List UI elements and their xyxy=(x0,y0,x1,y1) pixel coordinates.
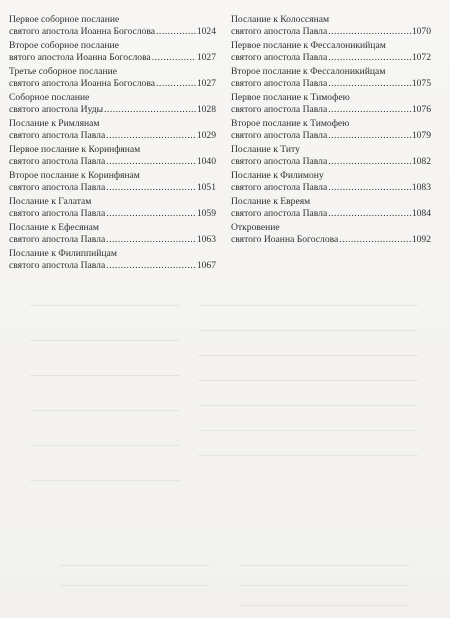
show-through-line xyxy=(240,605,410,606)
page-number: 1028 xyxy=(196,103,216,115)
toc-entry[interactable] xyxy=(231,92,431,118)
show-through-line xyxy=(198,380,418,381)
toc-entry[interactable] xyxy=(231,222,431,248)
leader-dots xyxy=(106,156,196,168)
entry-subtitle: святого апостола Павла xyxy=(9,259,106,271)
toc-entry[interactable] xyxy=(9,248,216,274)
page-number: 1092 xyxy=(411,233,431,245)
toc-entry[interactable] xyxy=(231,40,431,66)
page-number: 1063 xyxy=(196,233,216,245)
toc-entry[interactable] xyxy=(9,14,216,40)
leader-dots xyxy=(156,78,196,90)
page-number: 1075 xyxy=(411,77,431,89)
entry-subtitle: святого апостола Павла xyxy=(231,207,328,219)
leader-dots xyxy=(339,234,411,246)
leader-dots xyxy=(328,182,411,194)
show-through-line xyxy=(198,305,418,306)
toc-entry[interactable] xyxy=(231,14,431,40)
page-number: 1040 xyxy=(196,155,216,167)
show-through-line xyxy=(30,445,180,446)
show-through-line xyxy=(198,405,418,406)
leader-dots xyxy=(328,52,411,64)
entry-subtitle: святого апостола Павла xyxy=(9,181,106,193)
toc-entry[interactable] xyxy=(231,196,431,222)
leader-dots xyxy=(328,208,411,220)
entry-subtitle: святого апостола Павла xyxy=(231,129,328,141)
toc-left-column xyxy=(9,14,216,274)
show-through-line xyxy=(30,305,180,306)
leader-dots xyxy=(106,208,196,220)
show-through-line xyxy=(30,410,180,411)
entry-title: Откровение xyxy=(231,222,280,233)
page-number: 1059 xyxy=(196,207,216,219)
entry-title: Первое соборное послание xyxy=(9,14,120,25)
show-through-line xyxy=(198,355,418,356)
page-number: 1029 xyxy=(196,129,216,141)
page-number: 1024 xyxy=(196,25,216,37)
entry-subtitle: святого апостола Павла xyxy=(231,103,328,115)
entry-subtitle: вятого апостола Иоанна Богослова xyxy=(9,51,151,63)
entry-subtitle: святого Иоанна Богослова xyxy=(231,233,339,245)
page-number: 1082 xyxy=(411,155,431,167)
leader-dots xyxy=(156,26,196,38)
show-through-line xyxy=(60,565,210,566)
entry-subtitle: святого апостола Павла xyxy=(231,155,328,167)
entry-title: Послание к Евреям xyxy=(231,196,311,207)
entry-subtitle: святого апостола Павла xyxy=(231,181,328,193)
page-number: 1027 xyxy=(196,51,216,63)
entry-title: Послание к Колоссянам xyxy=(231,14,330,25)
page-number: 1070 xyxy=(411,25,431,37)
show-through-line xyxy=(60,585,210,586)
show-through-line xyxy=(30,375,180,376)
leader-dots xyxy=(328,78,411,90)
entry-title: Второе послание к Тимофею xyxy=(231,118,350,129)
leader-dots xyxy=(328,156,411,168)
page-number: 1083 xyxy=(411,181,431,193)
entry-title: Послание к Галатам xyxy=(9,196,92,207)
leader-dots xyxy=(328,26,411,38)
toc-entry[interactable] xyxy=(9,222,216,248)
entry-subtitle: святого апостола Павла xyxy=(9,155,106,167)
entry-subtitle: святого апостола Иоанна Богослова xyxy=(9,77,156,89)
entry-title: Послание к Римлянам xyxy=(9,118,100,129)
toc-entry[interactable] xyxy=(9,40,216,66)
toc-entry[interactable] xyxy=(231,118,431,144)
entry-title: Третье соборное послание xyxy=(9,66,118,77)
show-through-line xyxy=(198,455,418,456)
toc-entry[interactable] xyxy=(9,118,216,144)
entry-title: Послание к Филиппийцам xyxy=(9,248,117,259)
entry-title: Послание к Филимону xyxy=(231,170,324,181)
toc-entry[interactable] xyxy=(9,144,216,170)
toc-entry[interactable] xyxy=(231,66,431,92)
entry-title: Послание к Титу xyxy=(231,144,300,155)
leader-dots xyxy=(328,104,411,116)
page-number: 1067 xyxy=(196,259,216,271)
toc-entry[interactable] xyxy=(9,196,216,222)
entry-title: Второе послание к Фессалоникийцам xyxy=(231,66,386,77)
toc-entry[interactable] xyxy=(231,144,431,170)
show-through-line xyxy=(198,430,418,431)
entry-title: Первое послание к Фессалоникийцам xyxy=(231,40,386,51)
toc-entry[interactable] xyxy=(9,92,216,118)
entry-title: Первое послание к Тимофею xyxy=(231,92,350,103)
entry-title: Соборное послание xyxy=(9,92,90,103)
leader-dots xyxy=(106,130,196,142)
leader-dots xyxy=(106,234,196,246)
leader-dots xyxy=(152,52,196,64)
show-through-line xyxy=(198,330,418,331)
entry-title: Послание к Ефесянам xyxy=(9,222,99,233)
entry-subtitle: святого апостола Павла xyxy=(9,233,106,245)
leader-dots xyxy=(104,104,196,116)
leader-dots xyxy=(328,130,411,142)
entry-title: Первое послание к Коринфянам xyxy=(9,144,141,155)
show-through-line xyxy=(240,565,410,566)
page-number: 1084 xyxy=(411,207,431,219)
entry-title: Второе соборное послание xyxy=(9,40,119,51)
toc-entry[interactable] xyxy=(231,170,431,196)
page-number: 1079 xyxy=(411,129,431,141)
show-through-line xyxy=(30,480,180,481)
toc-entry[interactable] xyxy=(9,170,216,196)
entry-subtitle: святого апостола Иоанна Богослова xyxy=(9,25,156,37)
entry-subtitle: святого апостола Павла xyxy=(9,129,106,141)
entry-subtitle: святого апостола Павла xyxy=(231,25,328,37)
leader-dots xyxy=(106,182,196,194)
toc-right-column xyxy=(231,14,431,248)
entry-title: Второе послание к Коринфянам xyxy=(9,170,140,181)
entry-subtitle: святого апостола Павла xyxy=(231,51,328,63)
page-number: 1027 xyxy=(196,77,216,89)
page-number: 1051 xyxy=(196,181,216,193)
entry-subtitle: святого апостола Иуды xyxy=(9,103,104,115)
page-number: 1076 xyxy=(411,103,431,115)
entry-subtitle: святого апостола Павла xyxy=(231,77,328,89)
show-through-line xyxy=(30,340,180,341)
leader-dots xyxy=(106,260,196,272)
show-through-line xyxy=(240,585,410,586)
entry-subtitle: святого апостола Павла xyxy=(9,207,106,219)
toc-entry[interactable] xyxy=(9,66,216,92)
page-number: 1072 xyxy=(411,51,431,63)
